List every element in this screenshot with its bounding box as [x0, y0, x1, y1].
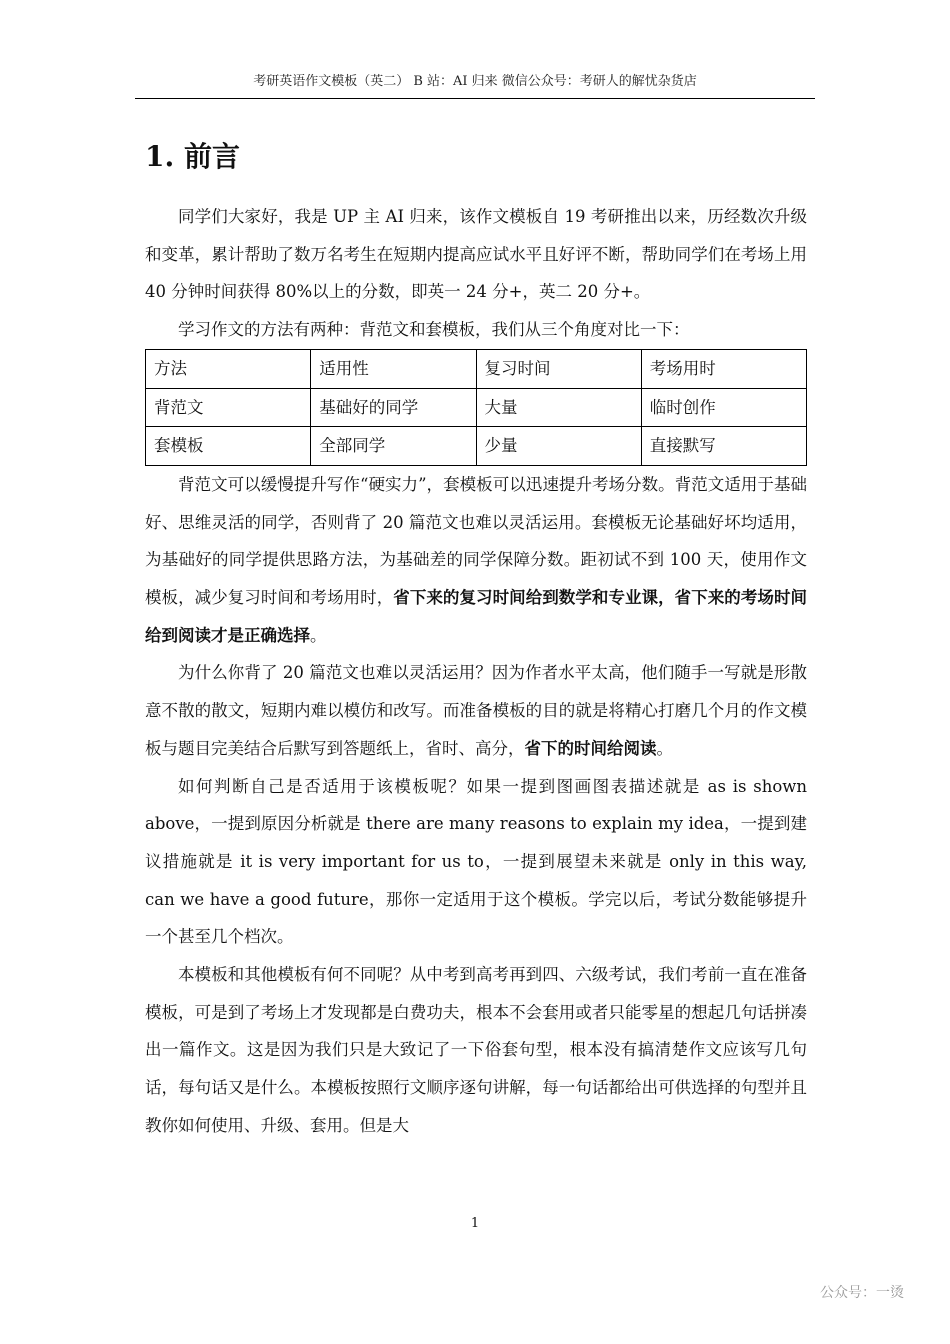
table-header-cell: 复习时间	[476, 349, 641, 388]
table-cell: 基础好的同学	[311, 388, 476, 427]
table-header-cell: 方法	[146, 349, 311, 388]
table-row	[146, 427, 807, 466]
emphasis-text: 省下的时间给阅读	[524, 738, 657, 758]
table-row	[146, 388, 807, 427]
page-number: 1	[470, 1216, 480, 1231]
section-title: 1. 前言	[145, 140, 240, 173]
watermark: 公众号：一烫	[820, 1285, 904, 1301]
paragraph-intro: 同学们大家好，我是 UP 主 AI 归来，该作文模板自 19 考研推出以来，历经数次升级和变革，累计帮助了数万名考生在短期内提高应试水平且好评不断，帮助同学们在考场上用 40 分钟时间获得 80%以上的分数，即英一 24 分+，英二 20 分+。	[145, 207, 807, 302]
table-header-row	[146, 349, 807, 388]
table-cell: 临时创作	[641, 388, 806, 427]
table-header-cell: 适用性	[311, 349, 476, 388]
paragraph-end: 。	[656, 738, 673, 758]
paragraph-why	[145, 654, 807, 767]
paragraph-difference: 本模板和其他模板有何不同呢？从中考到高考再到四、六级考试，我们考前一直在准备模板，可是到了考场上才发现都是白费功夫，根本不会套用或者只能零星的想起几句话拼凑出一篇作文。这是因为我们只是大致记了一下俗套句型，根本没有搞清楚作文应该写几句话，每句话又是什么。本模板按照行文顺序逐句讲解，每一句话都给出可供选择的句型并且教你如何使用、升级、套用。但是大	[145, 965, 807, 1135]
emphasis-text: 省下来的复习时间给到数学和专业课，省下来的考场时间给到阅读才是正确选择	[145, 588, 808, 645]
paragraph-methods-lead: 学习作文的方法有两种：背范文和套模板，我们从三个角度对比一下：	[178, 320, 690, 340]
body-text	[145, 198, 807, 1145]
table-cell: 直接默写	[641, 427, 806, 466]
paragraph-text: 背范文可以缓慢提升写作“硬实力”，套模板可以迅速提升考场分数。背范文适用于基础好、思维灵活的同学，否则背了 20 篇范文也难以灵活运用。套模板无论基础好坏均适用，为基础好的同学提供思路方法，为基础差的同学保障分数。距初试不到 100 天，使用作文模板，减少复习时间和考场用时，	[145, 474, 807, 608]
paragraph-comparison	[145, 466, 807, 655]
table-cell: 少量	[476, 427, 641, 466]
table-cell: 背范文	[146, 388, 311, 427]
table-header-cell: 考场用时	[641, 349, 806, 388]
table-cell: 大量	[476, 388, 641, 427]
table-cell: 全部同学	[311, 427, 476, 466]
header-divider	[135, 98, 815, 99]
table-cell: 套模板	[146, 427, 311, 466]
paragraph-suitability: 如何判断自己是否适用于该模板呢？如果一提到图画图表描述就是 as is shown above，一提到原因分析就是 there are many reasons to explain my idea，一提到建议措施就是 it is very important for us to，一提到展望未来就是 only in this way, can we have a good future，那你一定适用于这个模板。学完以后，考试分数能够提升一个甚至几个档次。	[145, 776, 807, 947]
page-header: 考研英语作文模板（英二） B 站：AI 归来 微信公众号：考研人的解忧杂货店	[253, 74, 697, 89]
paragraph-text: 为什么你背了 20 篇范文也难以灵活运用？因为作者水平太高，他们随手一写就是形散意不散的散文，短期内难以模仿和改写。而准备模板的目的就是将精心打磨几个月的作文模板与题目完美结合后默写到答题纸上，省时、高分，	[145, 663, 807, 758]
comparison-table	[145, 349, 807, 466]
paragraph-end: 。	[310, 625, 327, 645]
